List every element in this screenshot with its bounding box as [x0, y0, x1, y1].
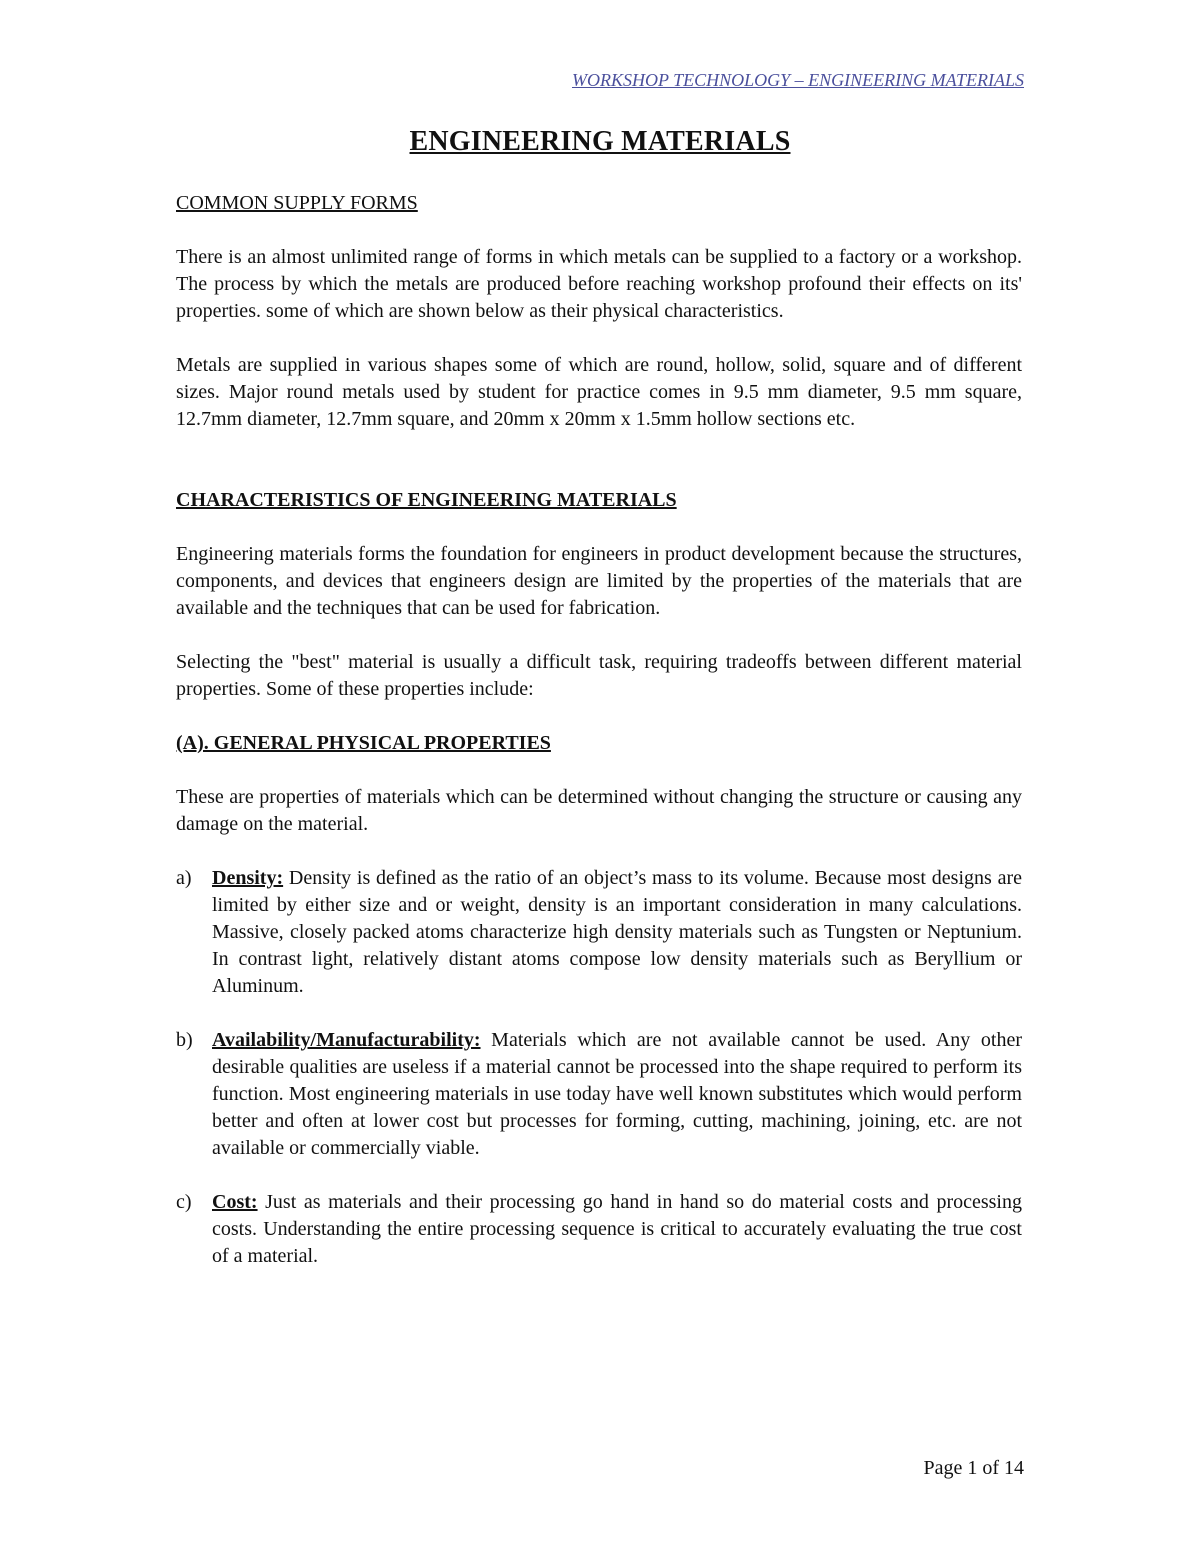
- list-item-cost: [176, 1189, 1022, 1270]
- term-density: Density:: [212, 867, 284, 889]
- document-body: [176, 190, 1022, 1270]
- list-marker: a): [176, 867, 192, 889]
- list-item-availability: [176, 1027, 1022, 1162]
- paragraph-supply-2: Metals are supplied in various shapes some of which are round, hollow, solid, square and of different sizes. Major round metals used by student for practice comes in 9.5 mm diameter, 9.5 mm square, 12.7mm diameter, 12.7mm square, and 20mm x 20mm x 1.5mm hollow sections etc.: [176, 354, 1022, 430]
- term-cost: Cost:: [212, 1191, 258, 1213]
- page-number: Page 1 of 14: [923, 1457, 1024, 1479]
- paragraph-general-physical-intro: These are properties of materials which can be determined without changing the structure or causing any damage on the material.: [176, 786, 1022, 835]
- paragraph-characteristics-2: Selecting the "best" material is usually a difficult task, requiring tradeoffs between different material properties. Some of these properties include:: [176, 651, 1022, 700]
- section-heading-characteristics: CHARACTERISTICS OF ENGINEERING MATERIALS: [176, 489, 677, 511]
- paragraph-characteristics-1: Engineering materials forms the foundation for engineers in product development because the structures, components, and devices that engineers design are limited by the properties of the materials that are available and the techniques that can be used for fabrication.: [176, 543, 1022, 619]
- term-availability: Availability/Manufacturability:: [212, 1029, 481, 1051]
- definition-cost: Just as materials and their processing go hand in hand so do material costs and processing costs. Understanding the entire processing sequence is critical to accurately evaluating the true cost of a material.: [212, 1191, 1022, 1267]
- section-heading-general-physical-properties: (A). GENERAL PHYSICAL PROPERTIES: [176, 732, 551, 754]
- definition-availability: Materials which are not available cannot be used. Any other desirable qualities are useless if a material cannot be processed into the shape required to perform its function. Most engineering materials in use today have well known substitutes which would perform better and often at lower cost but processes for forming, cutting, machining, joining, etc. are not available or commercially viable.: [212, 1029, 1022, 1159]
- running-header: WORKSHOP TECHNOLOGY – ENGINEERING MATERIALS: [571, 70, 1024, 90]
- definition-density: Density is defined as the ratio of an object’s mass to its volume. Because most designs are limited by either size and or weight, density is an important consideration in many calculations. Massive, closely packed atoms characterize high density materials such as Tungsten or Neptunium. In contrast light, relatively distant atoms compose low density materials such as Beryllium or Aluminum.: [212, 867, 1022, 997]
- document-title: ENGINEERING MATERIALS: [409, 126, 791, 157]
- list-marker: c): [176, 1191, 192, 1213]
- list-item-density: [176, 865, 1022, 1000]
- property-list: [176, 865, 1022, 1270]
- list-marker: b): [176, 1029, 193, 1051]
- section-heading-supply-forms: COMMON SUPPLY FORMS: [176, 192, 418, 214]
- paragraph-supply-1: There is an almost unlimited range of forms in which metals can be supplied to a factory or a workshop. The process by which the metals are produced before reaching workshop profound their effects on its' properties. some of which are shown below as their physical characteristics.: [176, 246, 1022, 322]
